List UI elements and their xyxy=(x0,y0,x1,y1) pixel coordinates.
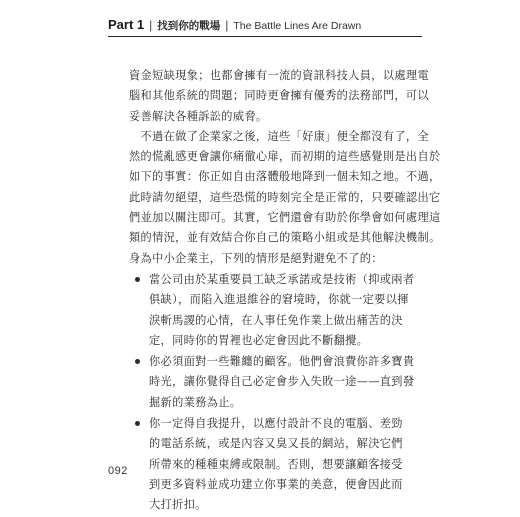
bullet-line: 你一定得自我提升，以應付設計不良的電腦、差勁 xyxy=(149,417,403,431)
bullet-line: 定，同時你的胃裡也必定會因此不斷翻攪。 xyxy=(149,333,369,347)
body-line: 資金短缺現象；也都會擁有一流的資訊科技人員，以處理電 xyxy=(129,69,429,82)
running-header xyxy=(108,17,361,33)
body-line: 類的情況，並有效結合你自己的策略小組或是其他解決機制。 xyxy=(129,231,441,245)
bullet-line: 淚斬馬謖的心情，在人事任免作業上做出痛苦的決 xyxy=(149,313,403,327)
bullet-item xyxy=(129,270,415,351)
body-text xyxy=(129,66,441,517)
header-rule xyxy=(108,36,422,37)
bullet-icon xyxy=(135,359,140,364)
body-line: 腦和其他系統的問題；同時更會擁有優秀的法務部門，可以 xyxy=(129,89,429,103)
body-line: 身為中小企業主，下列的情形是絕對避免不了的： xyxy=(129,251,383,265)
bullet-line: 所帶來的種種束縛或限制。否則，想要讓顧客接受 xyxy=(149,457,403,471)
bullet-icon xyxy=(135,277,140,282)
body-line: 們並加以關注即可。其實，它們還會有助於你學會如何處理這 xyxy=(129,211,441,225)
body-line: 妥善解決各種訴訟的威脅。 xyxy=(129,109,268,123)
part-label: Part 1 xyxy=(108,17,145,32)
bullet-line: 大打折扣。 xyxy=(149,498,207,512)
bullet-icon xyxy=(135,421,140,426)
bullet-line: 到更多資料並成功建立你事業的美意，便會因此而 xyxy=(149,477,403,491)
body-line: 如下的事實：你正如自由落體般地降到一個未知之地。不過， xyxy=(129,170,441,184)
bullet-item xyxy=(129,352,415,413)
bullet-item xyxy=(129,414,403,515)
body-line: 此時請勿絕望，這些恐慌的時刻完全是正常的，只要確認出它 xyxy=(129,190,441,204)
header-separator: | xyxy=(149,18,153,32)
body-line: 不過在做了企業家之後，這些「好康」便全都沒有了，全 xyxy=(129,129,429,143)
bullet-line: 你必須面對一些難纏的顧客。他們會浪費你許多寶貴 xyxy=(149,355,415,369)
bullet-line: 的電話系統，或是內容又臭又長的網站，解決它們 xyxy=(149,437,403,451)
bullet-line: 當公司由於某重要員工缺乏承諾或是技術（抑或兩者 xyxy=(149,272,415,286)
body-line: 然的慌亂感更會讓你痛徹心扉，而初期的這些感覺則是出自於 xyxy=(129,150,441,164)
chapter-title-chinese: 找到你的戰場 xyxy=(157,20,221,32)
bullet-line: 俱缺），而陷入進退維谷的窘境時，你就一定要以揮 xyxy=(149,293,409,307)
header-separator-2: | xyxy=(225,18,229,32)
bullet-line: 時光，讓你覺得自己必定會步入失敗一途——直到發 xyxy=(149,375,415,389)
page-number: 092 xyxy=(108,465,128,477)
bullet-line: 掘新的業務為止。 xyxy=(149,395,242,409)
bullet-list xyxy=(129,270,415,516)
chapter-title-english: The Battle Lines Are Drawn xyxy=(233,20,362,32)
